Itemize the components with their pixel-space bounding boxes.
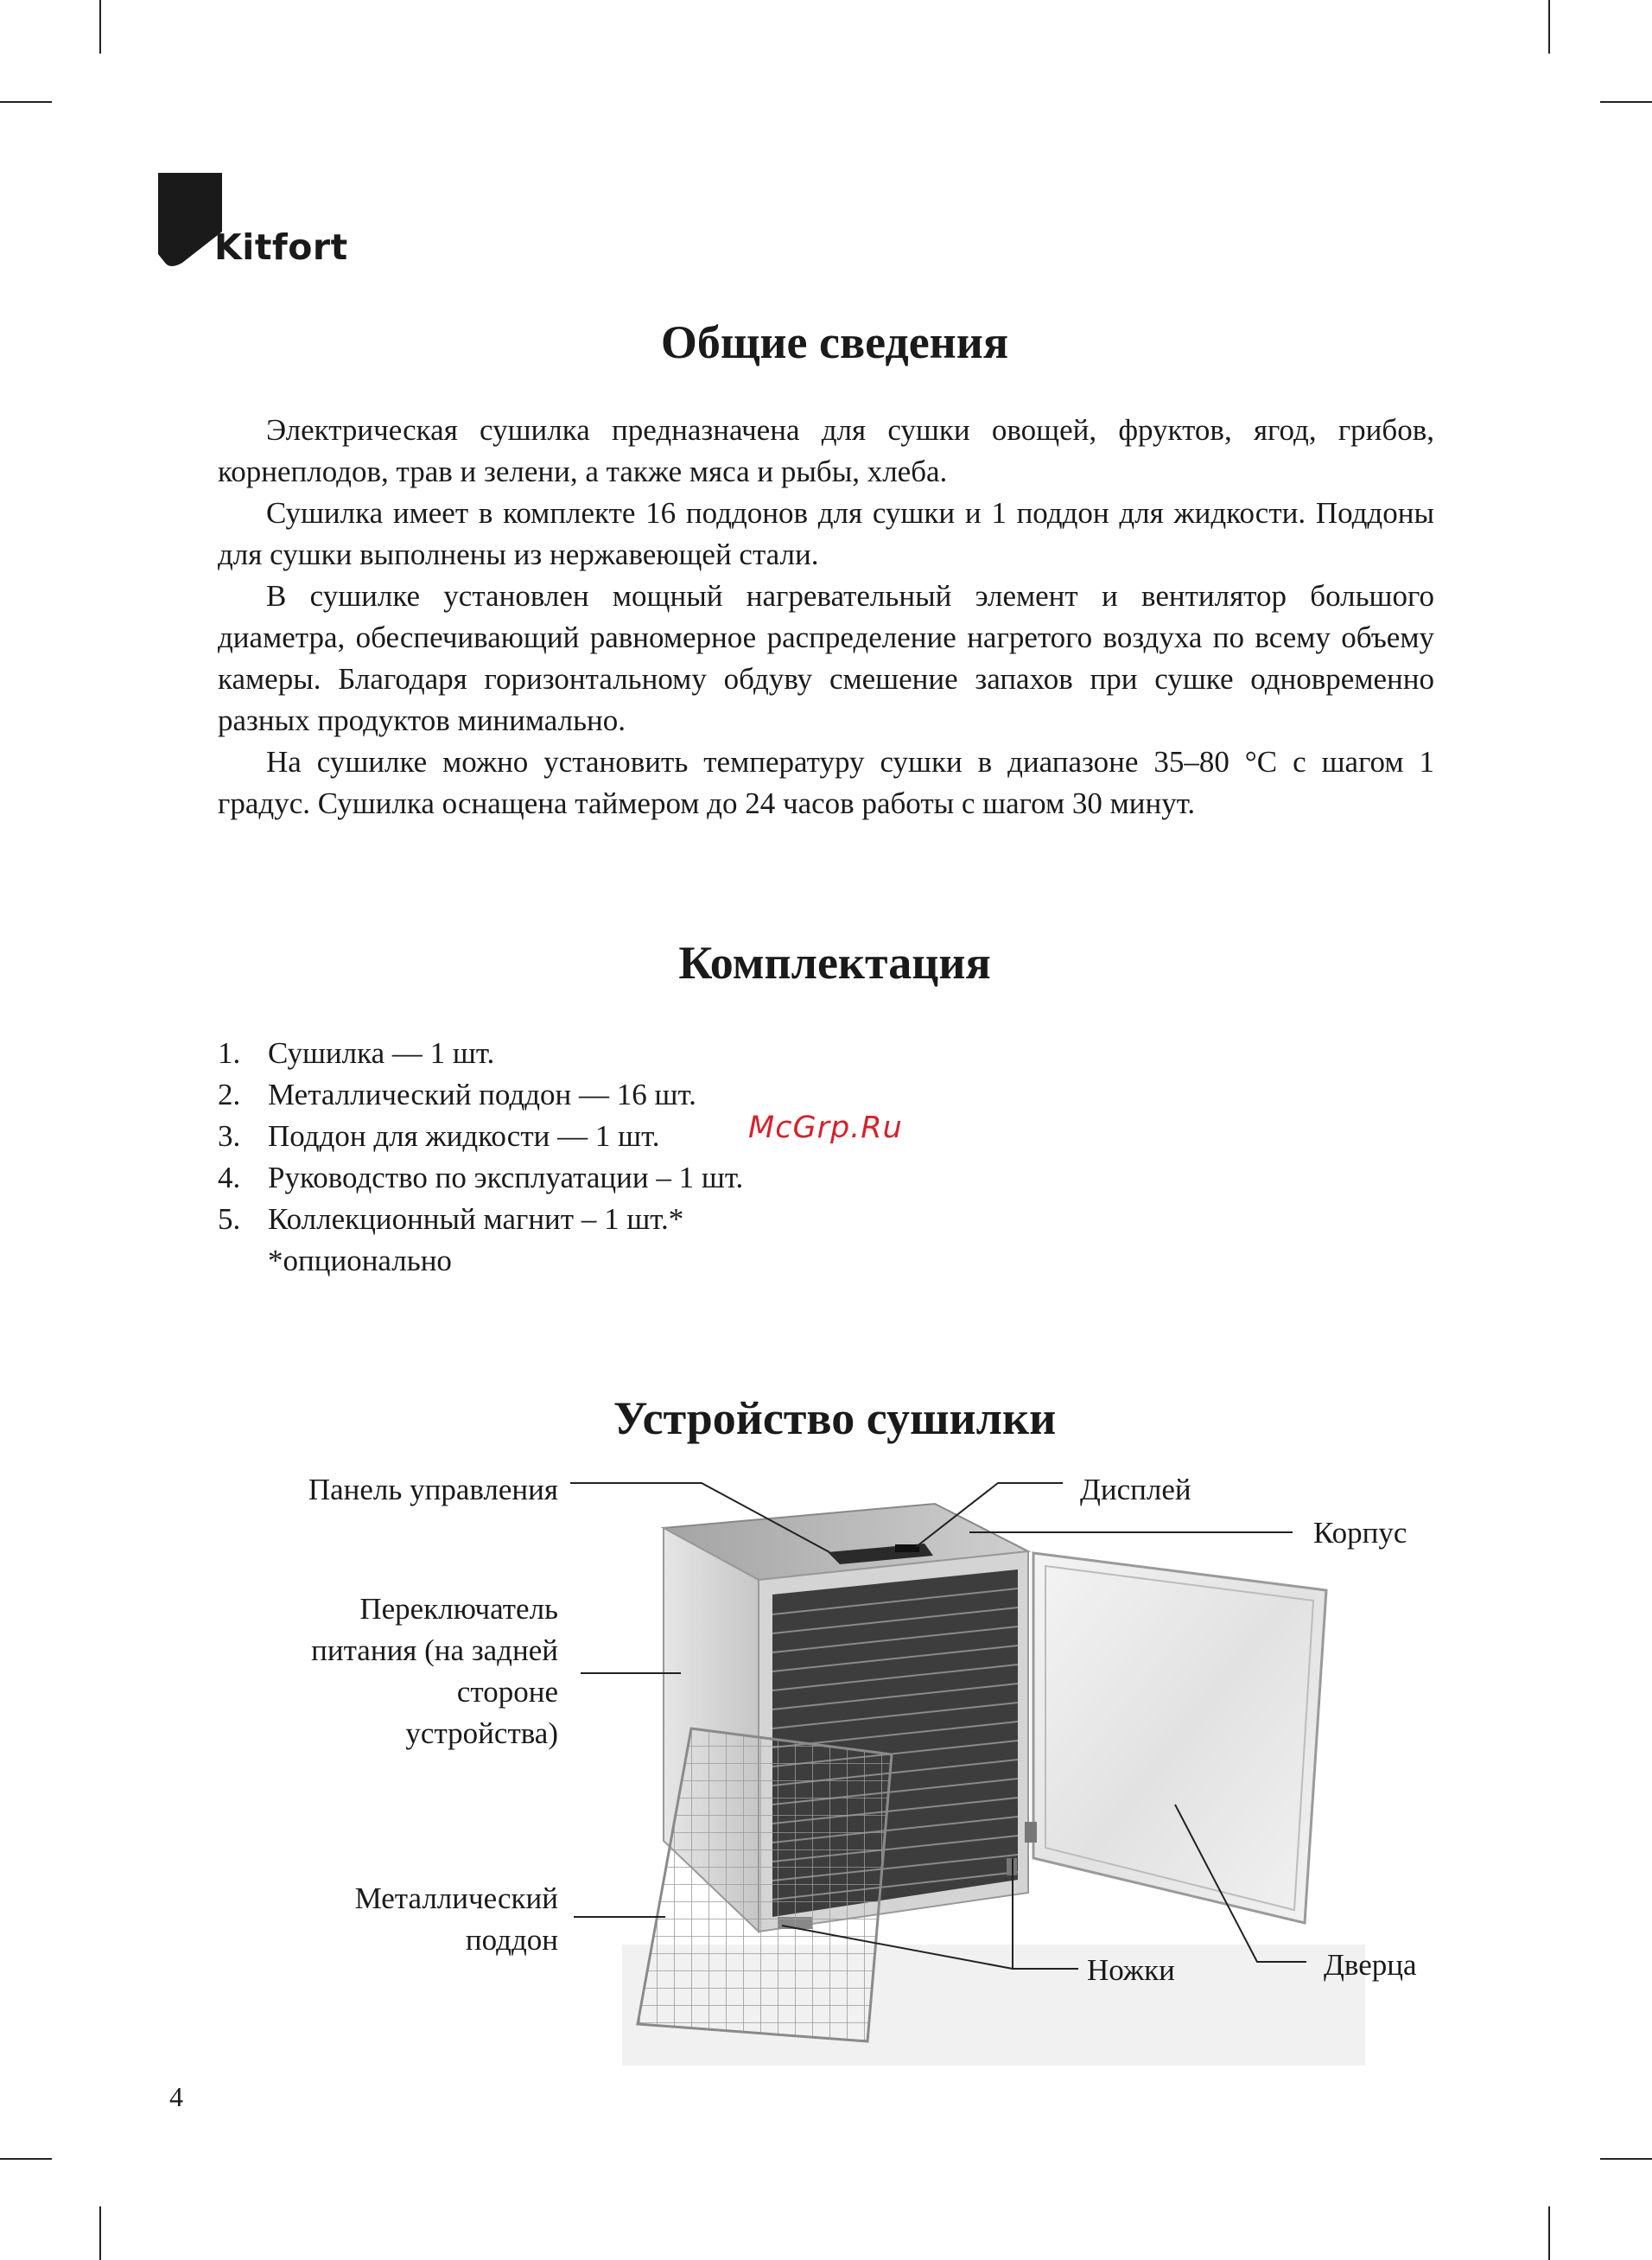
label-power-switch [311, 1588, 558, 1754]
item-number: 4. [218, 1161, 241, 1194]
item-number: 3. [218, 1119, 241, 1153]
section-title-general: Общие сведения [660, 316, 1009, 368]
label-line: устройства) [405, 1716, 558, 1750]
paragraph: На сушилке можно установить температуру сушки в диапазоне 35–80 °С с шагом 1 градус. Сушилка оснащена таймером до 24 часов работы с шагом 30 минут. [218, 745, 1434, 820]
label-feet: Ножки [1087, 1953, 1175, 1987]
optional-note: *опционально [268, 1244, 452, 1277]
label-control-panel: Панель управления [308, 1473, 558, 1506]
dryer-door [1033, 1553, 1326, 1923]
label-line: Металлический [354, 1881, 558, 1915]
item-text: Сушилка — 1 шт. [268, 1036, 495, 1070]
brand-name: Kitfort [214, 226, 348, 268]
item-text: Поддон для жидкости — 1 шт. [268, 1119, 660, 1153]
display-window [895, 1544, 919, 1552]
label-display: Дисплей [1080, 1473, 1191, 1506]
door-hinge [1025, 1822, 1037, 1843]
label-line: Переключатель [359, 1592, 558, 1626]
watermark: McGrp.Ru [748, 1111, 903, 1145]
label-door: Дверца [1324, 1948, 1417, 1982]
paragraph: В сушилке установлен мощный нагревательный элемент и вентилятор большого диаметра, обеспечивающий равномерное распределение нагретого воздуха по всему объему камеры. Благодаря горизонтальному обдуву смешение запахов при сушке одновременно разных продуктов минимально. [218, 579, 1434, 737]
item-number: 5. [218, 1202, 241, 1236]
section-title-device: Устройство сушилки [613, 1392, 1057, 1444]
paragraph: Электрическая сушилка предназначена для сушки овощей, фруктов, ягод, грибов, корнеплодов, трав и зелени, а также мяса и рыбы, хлеба. [218, 413, 1434, 488]
paragraph: Сушилка имеет в комплекте 16 поддонов для сушки и 1 поддон для жидкости. Поддоны для сушки выполнены из нержавеющей стали. [218, 496, 1434, 571]
item-text: Коллекционный магнит – 1 шт.* [268, 1202, 684, 1236]
section-title-package: Комплектация [678, 937, 991, 989]
item-number: 2. [218, 1078, 241, 1111]
label-body: Корпус [1313, 1516, 1407, 1550]
item-text: Руководство по эксплуатации – 1 шт. [268, 1161, 744, 1194]
label-metal-tray [355, 1878, 558, 1961]
item-text: Металлический поддон — 16 шт. [268, 1078, 696, 1111]
page-number: 4 [169, 2081, 183, 2112]
label-line: стороне [456, 1675, 558, 1709]
label-line: поддон [465, 1923, 558, 1957]
label-line: питания (на задней [311, 1633, 558, 1667]
item-number: 1. [218, 1036, 241, 1070]
